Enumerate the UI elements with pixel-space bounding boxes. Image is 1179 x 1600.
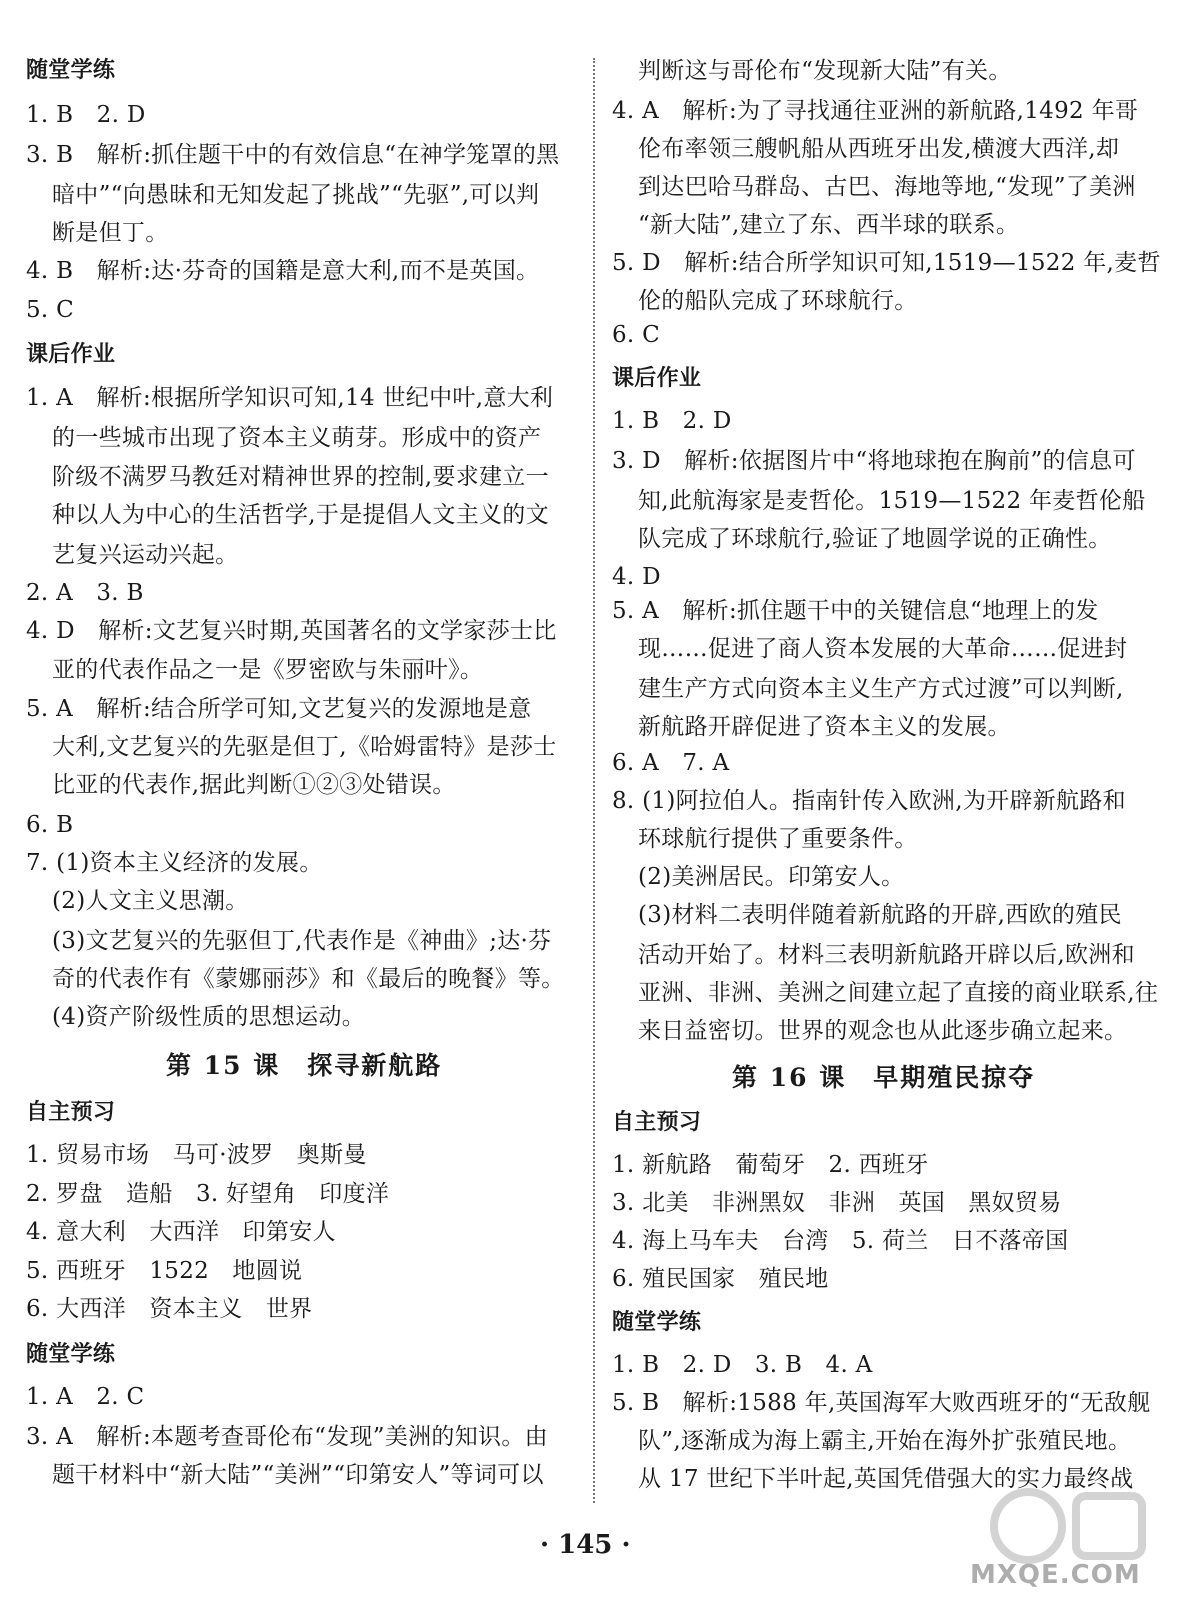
watermark-text: MXQE.COM — [970, 1560, 1141, 1590]
answer-line: 队”,逐渐成为海上霸主,开始在海外扩张殖民地。 — [638, 1428, 1132, 1454]
answer-line: 到达巴哈马群岛、古巴、海地等地,“发现”了美洲 — [638, 174, 1136, 200]
section-heading: 课后作业 — [26, 342, 116, 367]
answer-line: 6. A 7. A — [612, 750, 730, 776]
answer-line: 题干材料中“新大陆”“美洲”“印第安人”等词可以 — [52, 1462, 544, 1488]
section-heading: 随堂学练 — [26, 58, 116, 83]
answer-line: 环球航行提供了重要条件。 — [638, 826, 918, 852]
answer-line: (2)人文主义思潮。 — [52, 888, 249, 914]
answer-line: 1. B 2. D — [26, 102, 146, 128]
answer-line: 从 17 世纪下半叶起,英国凭借强大的实力最终战 — [638, 1466, 1134, 1492]
answer-line: 伦的船队完成了环球航行。 — [638, 288, 918, 314]
answer-line: 5. B 解析:1588 年,英国海军大败西班牙的“无敌舰 — [612, 1390, 1151, 1416]
page-number-value: 145 — [558, 1530, 613, 1560]
answer-line: 1. 贸易市场 马可·波罗 奥斯曼 — [26, 1142, 367, 1168]
answer-line: (3)文艺复兴的先驱但丁,代表作是《神曲》;达·芬 — [52, 928, 552, 954]
answer-line: 大利,文艺复兴的先驱是但丁,《哈姆雷特》是莎士 — [52, 734, 557, 760]
answer-line: 1. 新航路 葡萄牙 2. 西班牙 — [612, 1152, 929, 1178]
answer-line: 6. B — [26, 812, 74, 838]
answer-line: 5. 西班牙 1522 地圆说 — [26, 1258, 303, 1284]
column-divider — [593, 58, 595, 1503]
answer-line: 6. 殖民国家 殖民地 — [612, 1266, 829, 1292]
answer-line: 6. 大西洋 资本主义 世界 — [26, 1296, 313, 1322]
answer-line: 4. D 解析:文艺复兴时期,英国著名的文学家莎士比 — [26, 618, 557, 644]
answer-line: 8. (1)阿拉伯人。指南针传入欧洲,为开辟新航路和 — [612, 788, 1126, 814]
answer-line: (3)材料二表明伴随着新航路的开辟,西欧的殖民 — [638, 902, 1122, 928]
section-heading: 自主预习 — [612, 1110, 702, 1135]
answer-line: 亚洲、非洲、美洲之间建立起了直接的商业联系,往 — [638, 980, 1159, 1006]
answer-line: “新大陆”,建立了东、西半球的联系。 — [638, 212, 1020, 238]
answer-line: 活动开始了。材料三表明新航路开辟以后,欧洲和 — [638, 942, 1135, 968]
answer-line: 1. B 2. D 3. B 4. A — [612, 1352, 873, 1378]
answer-line: 7. (1)资本主义经济的发展。 — [26, 850, 323, 876]
section-heading: 课后作业 — [612, 366, 702, 391]
answer-line: 种以人为中心的生活哲学,于是提倡人文主义的文 — [52, 502, 549, 528]
answer-line: 5. A 解析:结合所学可知,文艺复兴的发源地是意 — [26, 696, 532, 722]
answer-line: 暗中”“向愚昧和无知发起了挑战”“先驱”,可以判 — [52, 182, 540, 208]
answer-line: 1. B 2. D — [612, 408, 732, 434]
answer-line: 断是但丁。 — [52, 220, 169, 246]
answer-line: 来日益密切。世界的观念也从此逐步确立起来。 — [638, 1018, 1128, 1044]
section-heading: 自主预习 — [26, 1100, 116, 1125]
answer-line: 5. C — [26, 297, 75, 323]
answer-line: 判断这与哥伦布“发现新大陆”有关。 — [638, 58, 1012, 84]
answer-line: 2. A 3. B — [26, 580, 144, 606]
answer-line: 4. A 解析:为了寻找通往亚洲的新航路,1492 年哥 — [612, 98, 1139, 124]
answer-line: 建生产方式向资本主义生产方式过渡”可以判断, — [638, 676, 1124, 702]
answer-line: (4)资产阶级性质的思想运动。 — [52, 1004, 366, 1030]
answer-line: 的一些城市出现了资本主义萌芽。形成中的资产 — [52, 425, 542, 451]
answer-line: 4. 意大利 大西洋 印第安人 — [26, 1219, 336, 1245]
answer-line: 4. B 解析:达·芬奇的国籍是意大利,而不是英国。 — [26, 258, 540, 284]
page-number: · 145 · — [540, 1530, 631, 1560]
lesson-title: 第 16 课 早期殖民掠夺 — [732, 1063, 1036, 1092]
answer-line: 3. D 解析:依据图片中“将地球抱在胸前”的信息可 — [612, 448, 1136, 474]
section-heading: 随堂学练 — [26, 1342, 116, 1367]
answer-line: 3. B 解析:抓住题干中的有效信息“在神学笼罩的黑 — [26, 142, 560, 168]
answer-line: 亚的代表作品之一是《罗密欧与朱丽叶》。 — [52, 657, 484, 683]
section-heading: 随堂学练 — [612, 1310, 702, 1335]
answer-line: 伦布率领三艘帆船从西班牙出发,横渡大西洋,却 — [638, 136, 1120, 162]
answer-line: 队完成了环球航行,验证了地圆学说的正确性。 — [638, 526, 1112, 552]
answer-line: 新航路开辟促进了资本主义的发展。 — [638, 714, 1011, 740]
answer-line: 知,此航海家是麦哲伦。1519—1522 年麦哲伦船 — [638, 488, 1146, 514]
answer-line: 3. 北美 非洲黑奴 非洲 英国 黑奴贸易 — [612, 1190, 1062, 1216]
answer-line: 2. 罗盘 造船 3. 好望角 印度洋 — [26, 1181, 390, 1207]
answer-line: 4. D — [612, 564, 661, 590]
answer-line: 6. C — [612, 322, 661, 348]
answer-line: 奇的代表作有《蒙娜丽莎》和《最后的晚餐》等。 — [52, 966, 565, 992]
answer-line: 艺复兴运动兴起。 — [52, 542, 239, 568]
answer-line: 5. D 解析:结合所学知识可知,1519—1522 年,麦哲 — [612, 250, 1161, 276]
lesson-title: 第 15 课 探寻新航路 — [166, 1051, 443, 1080]
answer-line: 比亚的代表作,据此判断①②③处错误。 — [52, 772, 456, 798]
answer-line: 1. A 2. C — [26, 1384, 145, 1410]
answer-line: 5. A 解析:抓住题干中的关键信息“地理上的发 — [612, 598, 1099, 624]
answer-line: 1. A 解析:根据所学知识可知,14 世纪中叶,意大利 — [26, 385, 554, 411]
answer-line: 3. A 解析:本题考查哥伦布“发现”美洲的知识。由 — [26, 1424, 548, 1450]
answer-line: (2)美洲居民。印第安人。 — [638, 864, 905, 890]
answer-line: 阶级不满罗马教廷对精神世界的控制,要求建立一 — [52, 464, 549, 490]
answer-line: 4. 海上马车夫 台湾 5. 荷兰 日不落帝国 — [612, 1228, 1069, 1254]
answer-line: 现……促进了商人资本发展的大革命……促进封 — [638, 636, 1128, 662]
